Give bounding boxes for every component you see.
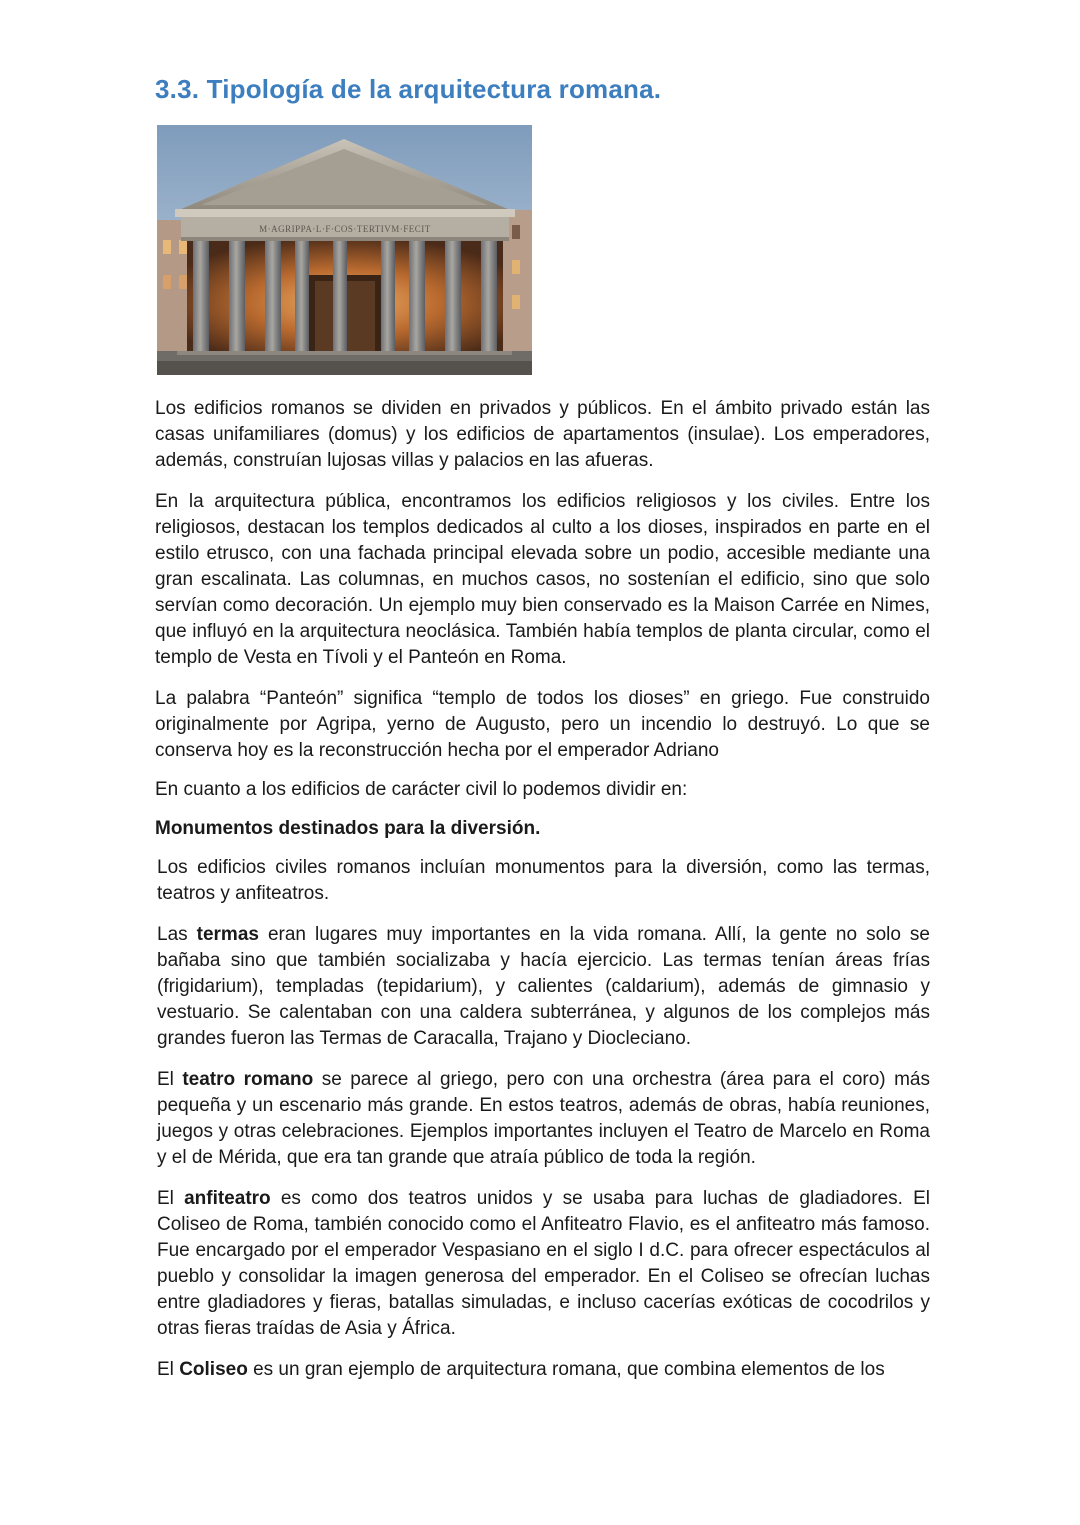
- subheading-entertainment: Monumentos destinados para la diversión.: [155, 818, 541, 839]
- article-body: [155, 396, 930, 1398]
- paragraph-entertainment: Los edificios civiles romanos incluían monumentos para la diversión, como las termas, teatros y anfiteatros.: [157, 857, 930, 904]
- section-title: 3.3. Tipología de la arquitectura romana.: [155, 74, 662, 104]
- paragraph-termas: [155, 922, 930, 1052]
- paragraph-private-public: Los edificios romanos se dividen en privados y públicos. En el ámbito privado están las casas unifamiliares (domus) y los edificios de apartamentos (insulae). Los emperadores, además, construían lujosas villas y palacios en las afueras.: [155, 398, 930, 471]
- teatro-lead: El: [157, 1069, 183, 1090]
- paragraph-pantheon: La palabra “Panteón” significa “templo de todos los dioses” en griego. Fue construido originalmente por Agripa, yerno de Augusto, pero un incendio lo destruyó. Lo que se conserva hoy es la reconstrucción hecha por el emperador Adriano: [155, 688, 930, 761]
- paragraph-coliseo: [155, 1357, 930, 1383]
- coliseo-lead: El: [157, 1359, 180, 1380]
- coliseo-term: Coliseo: [179, 1359, 248, 1380]
- termas-term: termas: [196, 924, 259, 945]
- inscription-text: M·AGRIPPA·L·F·COS·TERTIVM·FECIT: [259, 224, 431, 234]
- anfiteatro-text: es como dos teatros unidos y se usaba para luchas de gladiadores. El Coliseo de Roma, también conocido como el Anfiteatro Flavio, es el anfiteatro más famoso. Fue encargado por el emperador Vespasiano en el siglo I d.C. para ofrecer espectáculos al pueblo y consolidar la imagen generosa del emperador. En el Coliseo se ofrecían luchas entre gladiadores y fieras, batallas simuladas, e incluso cacerías exóticas de cocodrilos y otras fieras traídas de Asia y África.: [157, 1188, 930, 1339]
- pantheon-photo: [157, 125, 532, 375]
- teatro-term: teatro romano: [182, 1069, 314, 1090]
- teatro-text: se parece al griego, pero con una orchestra (área para el coro) más pequeña y un escenario más grande. En estos teatros, además de obras, había reuniones, juegos y otras celebraciones. Ejemplos importantes incluyen el Teatro de Marcelo en Roma y el de Mérida, que era tan grande que atraía público de toda la región.: [157, 1069, 930, 1168]
- paragraph-religious-buildings: En la arquitectura pública, encontramos los edificios religiosos y los civiles. Entre los religiosos, destacan los templos dedicados al culto a los dioses, inspirados en parte en el estilo etrusco, con una fachada principal elevada sobre un podio, accesible mediante una gran escalinata. Las columnas, en muchos casos, no sostenían el edificio, sino que solo servían como decoración. Un ejemplo muy bien conservado es la Maison Carrée en Nimes, que influyó en la arquitectura neoclásica. También había templos de planta circular, como el templo de Vesta en Tívoli y el Panteón en Roma.: [155, 491, 930, 668]
- paragraph-anfiteatro: [155, 1186, 930, 1342]
- paragraph-teatro: [155, 1067, 930, 1171]
- paragraph-civil-intro: En cuanto a los edificios de carácter civil lo podemos dividir en:: [155, 779, 688, 800]
- termas-text: eran lugares muy importantes en la vida romana. Allí, la gente no solo se bañaba sino que también socializaba y hacía ejercicio. Las termas tenían áreas frías (frigidarium), templadas (tepidarium), y calientes (caldarium), además de gimnasio y vestuario. Se calentaban con una caldera subterránea, y algunos de los complejos más grandes fueron las Termas de Caracalla, Trajano y Diocleciano.: [157, 924, 930, 1049]
- anfiteatro-lead: El: [157, 1188, 185, 1209]
- coliseo-text: es un gran ejemplo de arquitectura romana, que combina elementos de los: [247, 1359, 885, 1380]
- anfiteatro-term: anfiteatro: [184, 1188, 271, 1209]
- termas-lead: Las: [157, 924, 197, 945]
